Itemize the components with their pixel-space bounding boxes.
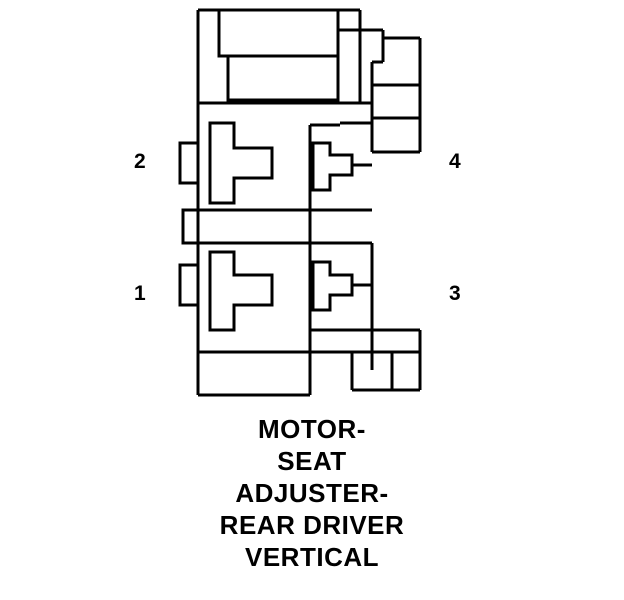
caption-line-3: ADJUSTER-	[235, 477, 389, 508]
cavity-pin-1	[210, 252, 272, 330]
cavity-pin-3	[313, 262, 372, 310]
caption-line-5: VERTICAL	[245, 541, 379, 572]
middle-divider	[198, 123, 372, 395]
pin-label-4: 4	[449, 150, 461, 173]
cavity-pin-4	[313, 143, 352, 190]
cavity-pin-2	[210, 123, 272, 203]
pin-label-2: 2	[134, 150, 146, 173]
caption-line-4: REAR DRIVER	[219, 509, 405, 540]
caption-line-2: SEAT	[277, 445, 347, 476]
pin-label-3: 3	[449, 282, 461, 305]
left-terminal-tabs	[180, 143, 198, 305]
pin-label-1: 1	[134, 282, 146, 305]
figure-caption	[0, 414, 624, 574]
caption-line-1: MOTOR-	[258, 414, 366, 444]
